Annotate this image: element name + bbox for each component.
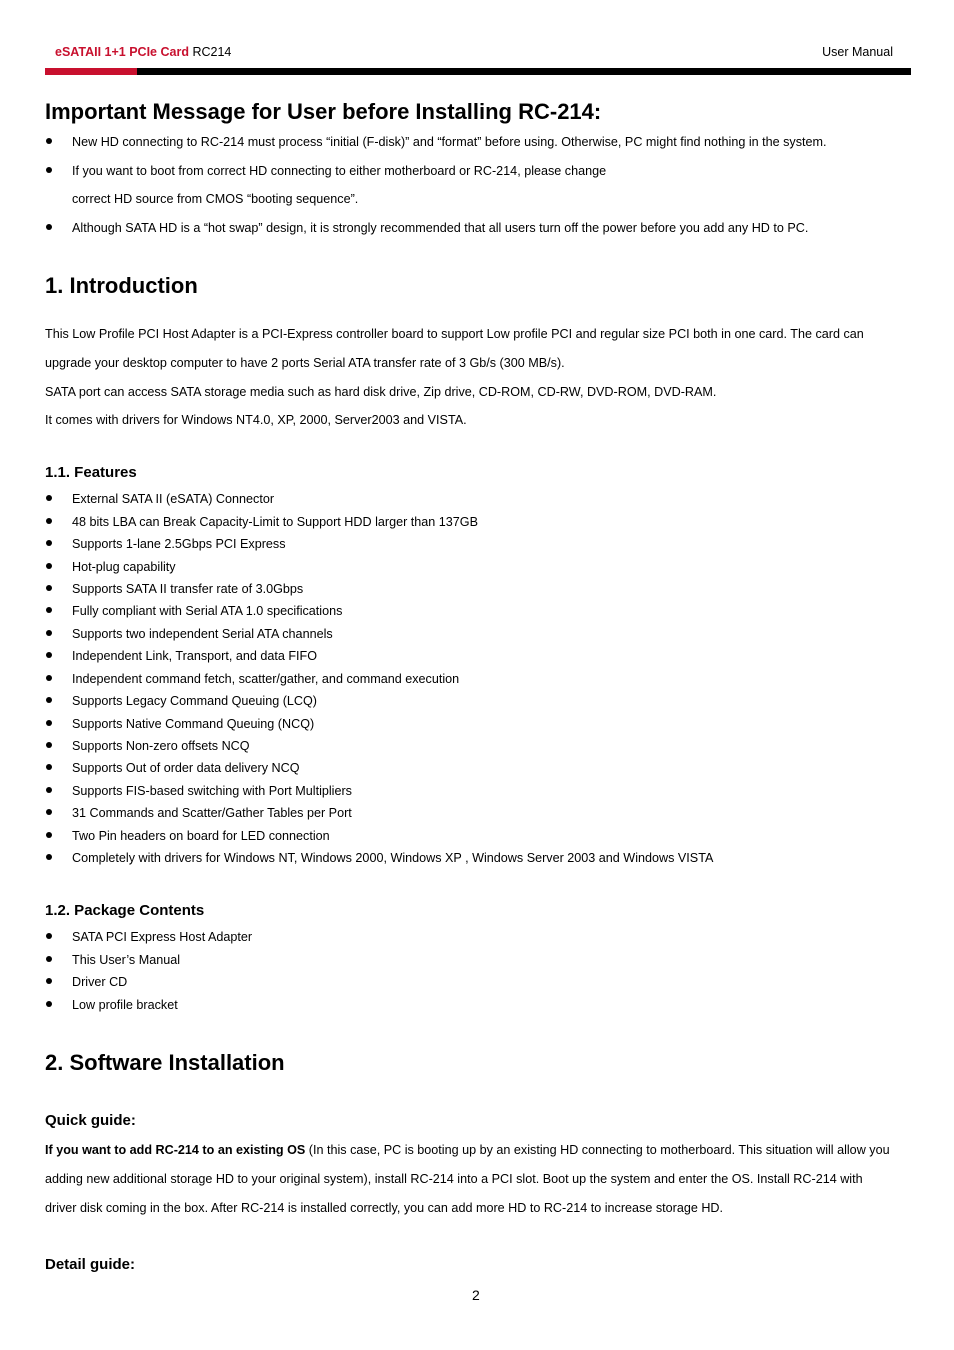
bullet-dot: [46, 585, 52, 591]
feature-text: Two Pin headers on board for LED connection: [72, 829, 330, 843]
feature-text: Supports Legacy Command Queuing (LCQ): [72, 694, 318, 708]
bullet-dot: [46, 607, 52, 613]
feature-text: Supports Native Command Queuing (NCQ): [72, 717, 315, 731]
features-title: 1.1. Features: [45, 464, 137, 481]
quick-guide-title: Quick guide:: [45, 1112, 136, 1129]
important-bullet-text: If you want to boot from correct HD connecting to either motherboard or RC-214, please change: [72, 164, 607, 178]
feature-text: 48 bits LBA can Break Capacity-Limit to Support HDD larger than 137GB: [72, 515, 479, 529]
intro-line: This Low Profile PCI Host Adapter is a PCI-Express controller board to support Low profile PCI and regular size PCI both in one card. The card can: [45, 327, 864, 341]
header-rule-accent: [45, 68, 137, 75]
bullet-dot: [46, 832, 52, 838]
important-title: Important Message for User before Installing RC-214:: [45, 99, 602, 124]
feature-text: Supports 1-lane 2.5Gbps PCI Express: [72, 537, 286, 551]
bullet-dot: [46, 742, 52, 748]
page-header: [45, 45, 911, 61]
header-title: [55, 45, 231, 59]
bullet-dot: [46, 540, 52, 546]
page-number: 2: [472, 1287, 480, 1303]
important-bullet-text: New HD connecting to RC-214 must process “initial (F-disk)” and “format” before using. Otherwise, PC might find nothing in the system.: [72, 135, 827, 149]
feature-text: Supports Non-zero offsets NCQ: [72, 739, 250, 753]
feature-text: Supports Out of order data delivery NCQ: [72, 761, 300, 775]
bullet-dot: [46, 978, 52, 984]
detail-guide-title: Detail guide:: [45, 1256, 136, 1273]
quick-guide-line: driver disk coming in the box. After RC-214 is installed correctly, you can add more HD to RC-214 to increase storage HD.: [45, 1201, 724, 1215]
software-title: 2. Software Installation: [45, 1050, 285, 1075]
header-doc-type: User Manual: [822, 45, 893, 59]
package-text: Driver CD: [72, 975, 128, 989]
bullet-dot: [46, 697, 52, 703]
intro-line: SATA port can access SATA storage media such as hard disk drive, Zip drive, CD-ROM, CD-RW, DVD-ROM, DVD-RAM.: [45, 385, 717, 399]
feature-text: Supports SATA II transfer rate of 3.0Gbps: [72, 582, 304, 596]
feature-text: Supports FIS-based switching with Port Multipliers: [72, 784, 352, 798]
important-continuation: correct HD source from CMOS “booting sequence”.: [72, 192, 359, 206]
quick-guide-bold: If you want to add RC-214 to an existing OS: [45, 1143, 306, 1157]
bullet-dot: [46, 652, 52, 658]
bullet-dot: [46, 720, 52, 726]
package-title: 1.2. Package Contents: [45, 902, 205, 919]
bullet-dot: [46, 1001, 52, 1007]
important-bullet-text: Although SATA HD is a “hot swap” design, it is strongly recommended that all users turn off the power before you add any HD to PC.: [72, 221, 809, 235]
intro-title: 1. Introduction: [45, 273, 198, 298]
bullet-dot: [46, 675, 52, 681]
feature-text: Independent command fetch, scatter/gather, and command execution: [72, 672, 460, 686]
intro-line: upgrade your desktop computer to have 2 ports Serial ATA transfer rate of 3 Gb/s (300 MB/s).: [45, 356, 565, 370]
bullet-dot: [46, 854, 52, 860]
bullet-dot: [46, 224, 52, 230]
feature-text: Supports two independent Serial ATA channels: [72, 627, 333, 641]
bullet-dot: [46, 787, 52, 793]
header-model: RC214: [192, 45, 232, 59]
package-text: This User’s Manual: [72, 953, 181, 967]
quick-guide-rest: (In this case, PC is booting up by an existing HD connecting to motherboard. This situation will allow you: [305, 1143, 890, 1157]
quick-guide-line: [45, 1143, 890, 1157]
bullet-dot: [46, 933, 52, 939]
feature-text: 31 Commands and Scatter/Gather Tables per Port: [72, 806, 352, 820]
bullet-dot: [46, 138, 52, 144]
feature-text: Independent Link, Transport, and data FIFO: [72, 649, 318, 663]
package-text: SATA PCI Express Host Adapter: [72, 930, 253, 944]
bullet-dot: [46, 956, 52, 962]
feature-text: External SATA II (eSATA) Connector: [72, 492, 275, 506]
bullet-dot: [46, 630, 52, 636]
quick-guide-line: adding new additional storage HD to your original system), install RC-214 into a PCI slot. Boot up the system and enter the OS. Install RC-214 with: [45, 1172, 863, 1186]
bullet-dot: [46, 495, 52, 501]
bullet-dot: [46, 764, 52, 770]
bullet-dot: [46, 563, 52, 569]
package-text: Low profile bracket: [72, 998, 178, 1012]
feature-text: Hot-plug capability: [72, 560, 176, 574]
intro-line: It comes with drivers for Windows NT4.0, XP, 2000, Server2003 and VISTA.: [45, 413, 467, 427]
feature-text: Completely with drivers for Windows NT, Windows 2000, Windows XP , Windows Server 2003 and Windows VISTA: [72, 851, 714, 865]
header-product: eSATAII 1+1 PCIe Card: [55, 45, 189, 59]
bullet-dot: [46, 809, 52, 815]
bullet-dot: [46, 518, 52, 524]
bullet-dot: [46, 167, 52, 173]
feature-text: Fully compliant with Serial ATA 1.0 specifications: [72, 604, 343, 618]
header-rule: [45, 68, 911, 75]
